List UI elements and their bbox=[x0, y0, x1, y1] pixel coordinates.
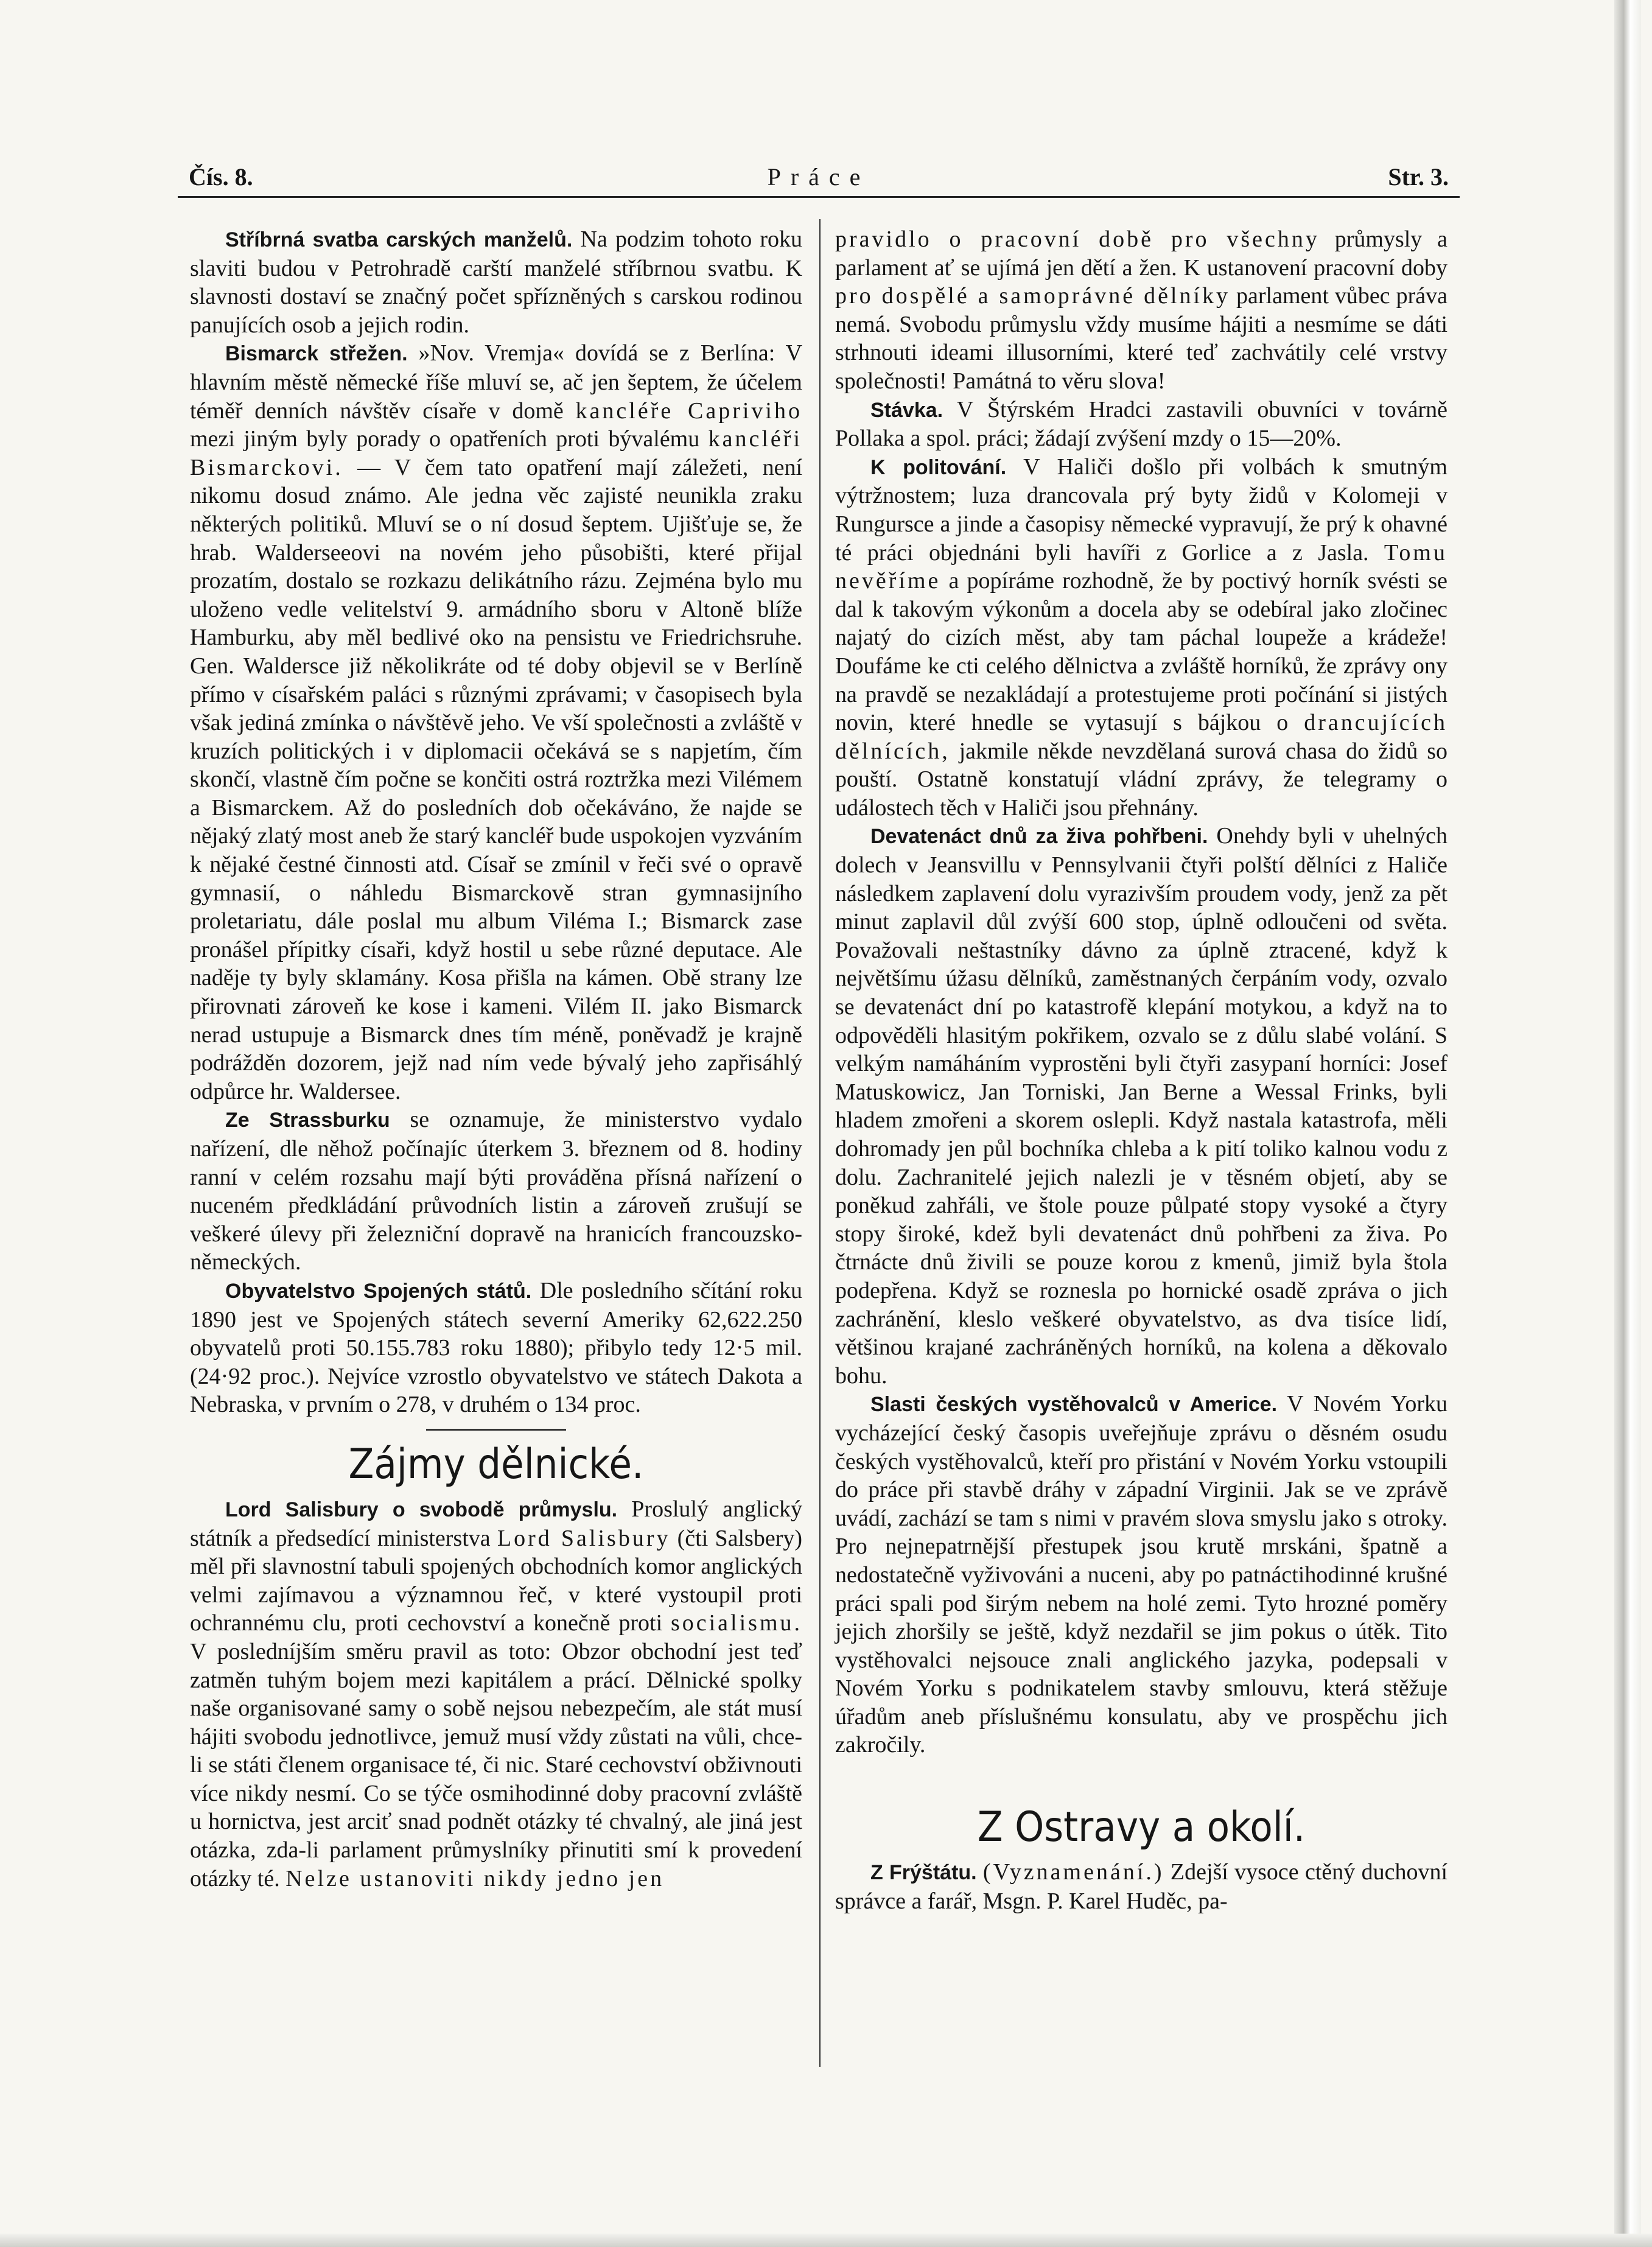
article-emigrants bbox=[835, 1390, 1447, 1759]
article-strike bbox=[835, 396, 1447, 453]
article-text: jakmile někde nevzdělaná surová chasa do židů so pouští. Ostatně konstatují vládní zprávy, že telegramy o událostech těch v Haliči jsou přehnány. bbox=[835, 738, 1447, 821]
article-text: Onehdy byli v uhelných dolech v Jeansvillu v Pennsylvanii čtyři polští dělníci z Haliče následkem zaplavení dolu vyrazivším proudem vody, jenž za pět minut zaplavil důl zvýší 600 stop, úplně odloučeni od světa. Považovali neštastníky dávno za úplně ztracené, když k největšímu úžasu dělníků, zaměstnaných čerpáním vody, ozvalo se devatenáct dní po katastrofě klepání motykou, a když na to odpověděli hlasitým pokřikem, ozvalo se z důlu slabé volání. S velkým namáháním vyprostěni byli čtyři zasypaní horníci: Josef Matuskowicz, Jan Torniski, Jan Berne a Wessal Frinks, byli hladem zmořeni a skorem oslepli. Když nastala katastrofa, měli dohromady jen půl bochníka chleba a k pití toliko kalnou vodu z dolu. Zachranitelé jejich nalezli je v těsném objetí, aby se poněkud zahřáli, ve štole pouze půlpaté stopy vysoké a čtyry stopy široké, kdež byli devatenáct dnů pohřbeni za živa. Po čtrnácte dnů živili se pouze korou z kmenů, jimiž byla štola podepřena. Když se roznesla po hornické osadě zpráva o jich zachránění, kleslo veškeré obyvatelstvo, as dva tisíce lidí, většinou krajané zachráněných horníků, na kolena a děkovalo bohu. bbox=[835, 823, 1447, 1389]
article-heading: Ze Strassburku bbox=[225, 1109, 390, 1132]
page-number: Str. 3. bbox=[1388, 163, 1449, 191]
spaced-text: Lord Salisbury bbox=[497, 1525, 671, 1551]
left-column bbox=[190, 225, 802, 1893]
article-usa-population bbox=[190, 1277, 802, 1419]
article-text: a popíráme rozhodně, že by poctivý horník svésti se dal k takovým výkonům a docela aby se odebíral jako zločinec najatý do cizích měst, aby tam páchal loupeže a krádeže! Doufáme ke cti celého dělnictva a zvláště horníků, že zprávy ony na pravdě se nezakládají a protestujeme proti počínání si jistých novin, které hnedle se vytasují s bájkou o bbox=[835, 568, 1447, 736]
article-heading: Obyvatelstvo Spojených států. bbox=[225, 1279, 532, 1303]
article-heading: K politování. bbox=[870, 455, 1007, 479]
article-bismarck bbox=[190, 339, 802, 1106]
article-heading: Bismarck střežen. bbox=[225, 342, 408, 366]
article-text: Proslulý anglický státník a předsedící ministerstva bbox=[190, 1496, 802, 1551]
spaced-text: drancujících dělnících, bbox=[835, 710, 1447, 764]
newspaper-title: Práce bbox=[767, 163, 870, 191]
article-text: Zdejší vysoce ctěný duchovní správce a farář, Msgn. P. Karel Huděc, pa- bbox=[835, 1859, 1447, 1914]
spaced-text: pro dospělé a samoprávné dělníky bbox=[835, 283, 1231, 309]
article-text: »Nov. Vremja« dovídá se z Berlína: V hlavním městě německé říše mluví se, ač jen šeptem, že účelem téměř denních návštěv císaře v domě bbox=[190, 340, 803, 424]
article-silver-wedding bbox=[190, 225, 802, 339]
article-text: (čti Salsbery) měl při slavnostní tabuli spojených obchodních komor anglických velmi zajímavou a významnou řeč, v které vystoupil proti ochrannému clu, proti cechovství a konečně proti bbox=[190, 1525, 802, 1636]
spaced-text: kancléře Capriviho bbox=[575, 398, 802, 424]
article-heading: Z Frýštátu. bbox=[870, 1861, 977, 1885]
article-heading: Stříbrná svatba carských manželů. bbox=[225, 228, 573, 251]
spaced-text: (Vyznamenání.) bbox=[982, 1859, 1164, 1885]
article-text: Dle posledního sčítání roku 1890 jest ve Spojených státech severní Ameriky 62,622.250 obyvatelů proti 50.155.783 roku 1880); přibylo tedy 12·5 mil. (24·92 proc.). Nejvíce vzrostlo obyvatelstvo ve státech Dakota a Nebraska, v prvním o 278, v druhém o 134 proc. bbox=[190, 1277, 803, 1418]
section-title-workers: Zájmy dělnické. bbox=[348, 1440, 644, 1488]
article-text: parlament vůbec práva nemá. Svobodu průmyslu vždy musíme hájiti a nesmíme se dáti strhnouti ideami illusorními, které teď zachvátily celé vrstvy společnosti! Památná to věru slova! bbox=[835, 283, 1447, 394]
article-buried-alive bbox=[835, 822, 1447, 1390]
article-salisbury-continued bbox=[835, 225, 1447, 396]
article-text: V posledníjším směru pravil as toto: Obzor obchodní jest teď zatměn tuhým bojem mezi kapitálem a prácí. Dělnické spolky naše organisované samy o sobě nejsou nebezpečím, ale stát musí hájiti svobodu jednotlivce, jemuž musí vždy zůstati na vůli, chce-li se státi členem organisace té, či nic. Staré cechovství obživnouti více nikdy nesmí. Co se týče osmihodinné doby pracovní zvláště u hornictva, jest arciť snad podnět otázky té chvalný, ale jiná jest otázka, zda-li parlament průmyslníky přinutiti smí k provedení otázky té. bbox=[190, 1638, 802, 1891]
article-text: — V čem tato opatření mají záležeti, není nikomu dosud známo. Ale jedna věc zajisté neunikla zraku některých politiků. Mluví se o ní dosud šeptem. Ujišťuje se, že hrab. Walderseeovi na novém jeho působišti, které přijal prozatím, dostalo se rozkazu delikátního rázu. Zejména bylo mu uloženo vedle velitelství 9. armádního sboru v Altoně blíže Hamburku, aby měl bedlivé oko na pensistu ve Friedrichsruhe. Gen. Waldersce již několikráte od té doby objevil se v Berlíně přímo v císařském paláci s různými zprávami; v časopisech byla však jediná zmínka o návštěvě jeho. Ve vší společnosti a zvláště v kruzích politických i v diplomacii očekává se s napjetím, čím skončí, vlastně čím počne se končiti ostrá roztržka mezi Vilémem a Bismarckem. Až do posledních dob očekáváno, že najde se nějaký zlatý most aneb že starý kancléř bude uspokojen vyzváním k nějaké čestné činnosti atd. Císař se zmínil v řeči své o opravě gymnasií, o náhledu Bismarckově stran gymnasijního proletariatu, dále poslal mu album Viléma I.; Bismarck zase pronášel přípitky císaři, když hostil u sebe různé deputace. Ale naděje ty byly sklamány. Kosa přišla na kámen. Obě strany lze přirovnati zároveň ke kose i kameni. Vilém II. jako Bismarck nerad ustupuje a Bismarck dnes tím méně, poněvadž je krajně podrážděn dozorem, jejž nad ním vede bývalý jeho zapřisáhlý odpůrce hr. Waldersee. bbox=[190, 454, 802, 1104]
spaced-text: socialismu. bbox=[670, 1610, 803, 1636]
article-text: V Štýrském Hradci zastavili obuvníci v továrně Pollaka a spol. práci; žádají zvýšení mzdy o 15—20%. bbox=[835, 396, 1447, 452]
page-header bbox=[178, 163, 1460, 198]
section-title-ostrava: Z Ostravy a okolí. bbox=[977, 1803, 1306, 1852]
scan-frame-bottom bbox=[0, 2234, 1652, 2247]
issue-number: Čís. 8. bbox=[189, 163, 253, 191]
section-separator bbox=[426, 1429, 566, 1431]
article-text: Na podzim tohoto roku slaviti budou v Petrohradě carští manželé stříbrnou svatbu. K slavnosti dostaví se značný počet spřízněných s carskou rodinou panujících osob a jejich rodin. bbox=[190, 226, 803, 338]
article-text: se oznamuje, že ministerstvo vydalo nařízení, dle něhož počínajíc úterkem 3. březnem od 8. hodiny ranní v celém rozsahu mají býti prováděna přísná nařízení o nuceném předkládání průvodních listin a zároveň zrušují se veškeré úlevy při železniční dopravě na hranicích francouzsko-německých. bbox=[190, 1107, 803, 1275]
article-text: V Novém Yorku vycházející český časopis uveřejňuje zprávu o děsném osudu českých vystěhovalců, kteří pro přistání v Novém Yorku vstoupili do práce při stavbě dráhy v západní Virginii. Jak se ve zprávě uvádí, zachází se tam s nimi v pravém slova smyslu jako s otroky. Pro nejnepatrnější přestupek jsou krutě mrskáni, špatně a nedostatečně vyživováni a nuceni, aby po patnáctihodinné krušné práci spali pod širým nebem na holé zemi. Tyto hrozné poměry jejich zhoršily se ještě, když nezdařil se jim pokus o útěk. Tito vystěhovalci nejsouce znali anglického jazyka, podepsali v Novém Yorku s podnikatelem stavby smlouvu, která stěžuje úřadům aneb příslušnému konsulatu, aby ve prospěchu jich zakročily. bbox=[835, 1391, 1447, 1758]
article-text: mezi jiným byly porady o opatřeních proti bývalému bbox=[190, 426, 700, 452]
spaced-text: Tomu nevěříme bbox=[835, 539, 1447, 594]
article-heading: Stávka. bbox=[870, 398, 943, 422]
article-heading: Devatenáct dnů za živa pohřbeni. bbox=[870, 825, 1208, 849]
article-heading: Slasti českých vystěhovalců v Americe. bbox=[870, 1393, 1278, 1417]
scan-frame-right bbox=[1614, 0, 1641, 2247]
column-divider bbox=[819, 219, 821, 2067]
article-heading: Lord Salisbury o svobodě průmyslu. bbox=[225, 1498, 618, 1521]
article-frystat bbox=[835, 1858, 1447, 1915]
article-regret bbox=[835, 453, 1447, 822]
article-text: průmysly a parlament ať se ujímá jen dětí a žen. K ustanovení pracovní doby bbox=[835, 226, 1448, 281]
spaced-text: Nelze ustanoviti nikdy jedno jen bbox=[285, 1865, 665, 1891]
article-text: V Haliči došlo při volbách k smutným výtržnostem; luza drancovala prý byty židů v Kolomeji v Rungursce a jinde a časopisy německé vypravují, že prý k ohavné té práci objednáni byli havíři z Gorlice a z Jasla. bbox=[835, 454, 1447, 566]
right-column bbox=[835, 225, 1447, 1915]
article-strassburk bbox=[190, 1106, 802, 1277]
spaced-text: kancléři Bismarckovi. bbox=[190, 426, 803, 480]
article-salisbury bbox=[190, 1495, 802, 1893]
spaced-text: pravidlo o pracovní době pro všechny bbox=[835, 226, 1320, 252]
